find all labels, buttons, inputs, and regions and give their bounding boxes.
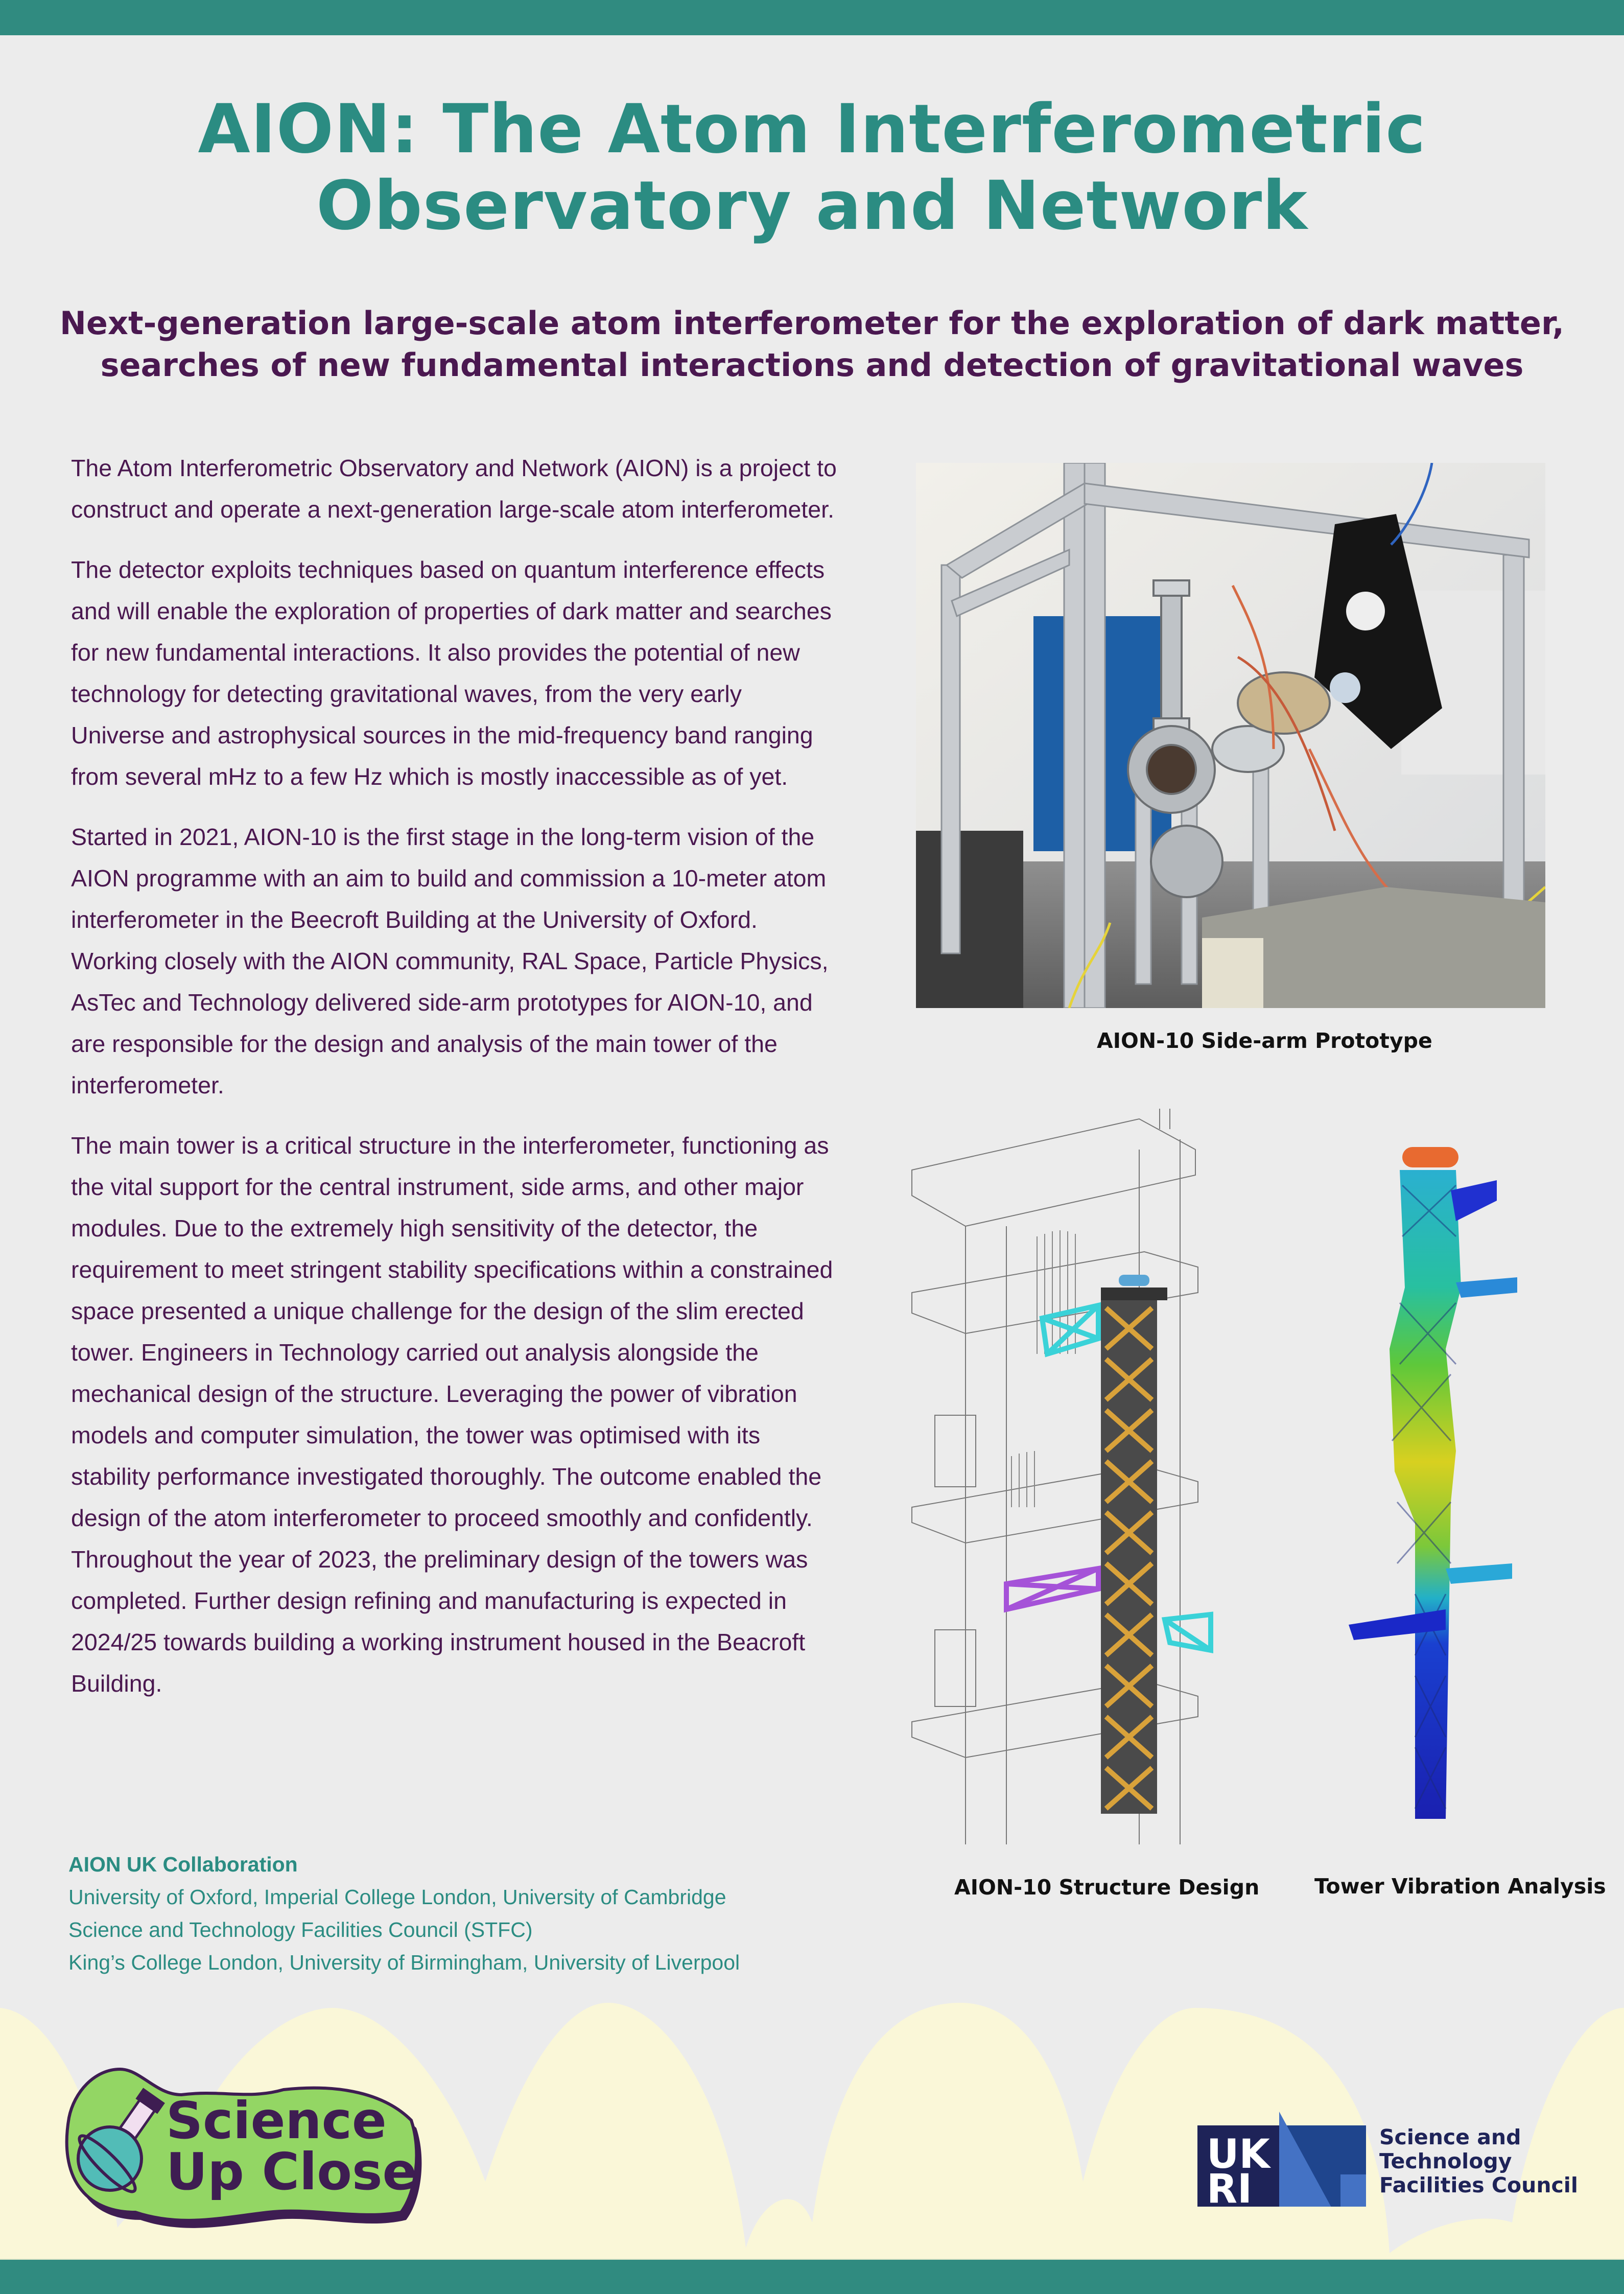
stfc-line-3: Facilities Council — [1379, 2173, 1578, 2197]
tower-vibration-analysis-image — [1344, 1134, 1573, 1829]
paragraph-intro: The Atom Interferometric Observatory and Network (AION) is a project to construct and operate a next-generation large-scale atom interferometer. — [71, 455, 837, 523]
structure-caption: AION-10 Structure Design — [954, 1875, 1260, 1900]
science-up-close-line1: Science — [166, 2091, 387, 2150]
top-bar — [0, 0, 1624, 35]
science-up-close-logo — [59, 2067, 427, 2235]
science-up-close-line2: Up Close — [166, 2142, 417, 2202]
ukri-letters: UK — [1207, 2132, 1270, 2178]
collaboration-line: University of Oxford, Imperial College London, University of Cambridge — [68, 1885, 726, 1909]
collaboration-title: AION UK Collaboration — [68, 1853, 298, 1876]
ukri-logo — [1197, 2112, 1366, 2207]
title-line-2: Observatory and Network — [316, 167, 1308, 245]
title-line-1: AION: The Atom Interferometric — [198, 90, 1426, 169]
stfc-line-1: Science and — [1379, 2125, 1521, 2149]
stfc-line-2: Technology — [1379, 2149, 1512, 2173]
svg-text:RI: RI — [1207, 2166, 1253, 2207]
subtitle-line-2: searches of new fundamental interactions and detection of gravitational waves — [100, 346, 1524, 384]
collaboration-block — [68, 1848, 860, 1979]
side-arm-prototype-photo — [916, 463, 1545, 1008]
paragraph-main-tower: The main tower is a critical structure in the interferometer, functioning as the vital support for the central instrument, side arms, and other major modules. Due to the extremely high sensitivity of the detector, the requirement to meet stringent stability specifications within a constrained space presented a unique challenge for the design of the slim erected tower. Engineers in Technology carried out analysis alongside the mechanical design of the structure. Leveraging the power of vibration models and computer simulation, the tower was optimised with its stability performance investigated thoroughly. The outcome enabled the design of the atom interferometer to proceed smoothly and confidently. Throughout the year of 2023, the preliminary design of the towers was completed. Further design refining and manufacturing is expected in 2024/25 towards building a working instrument housed in the Beacroft Building. — [71, 1132, 833, 1697]
structure-design-diagram — [904, 1109, 1236, 1844]
poster-title — [0, 91, 1624, 244]
collaboration-line: King’s College London, University of Birmingham, University of Liverpool — [68, 1951, 740, 1974]
bottom-bar — [0, 2259, 1624, 2294]
vibration-caption: Tower Vibration Analysis — [1314, 1874, 1606, 1899]
subtitle-line-1: Next-generation large-scale atom interferometer for the exploration of dark matter, — [60, 305, 1564, 342]
paragraph-aion10: Started in 2021, AION-10 is the first stage in the long-term vision of the AION programme with an aim to build and commission a 10-meter atom interferometer in the Beecroft Building at the University of Oxford. Working closely with the AION community, RAL Space, Particle Physics, AsTec and Technology delivered side-arm prototypes for AION-10, and are responsible for the design and analysis of the main tower of the interferometer. — [71, 824, 829, 1098]
body-text — [71, 448, 837, 1723]
stfc-wordmark — [1379, 2125, 1578, 2197]
photo-caption: AION-10 Side-arm Prototype — [1097, 1028, 1432, 1053]
collaboration-line: Science and Technology Facilities Council (STFC) — [68, 1918, 533, 1941]
poster-subtitle — [0, 302, 1624, 386]
paragraph-detector: The detector exploits techniques based on quantum interference effects and will enable the exploration of properties of dark matter and searches for new fundamental interactions. It also provides the potential of new technology for detecting gravitational waves, from the very early Universe and astrophysical sources in the mid-frequency band ranging from several mHz to a few Hz which is mostly inaccessible as of yet. — [71, 556, 832, 790]
